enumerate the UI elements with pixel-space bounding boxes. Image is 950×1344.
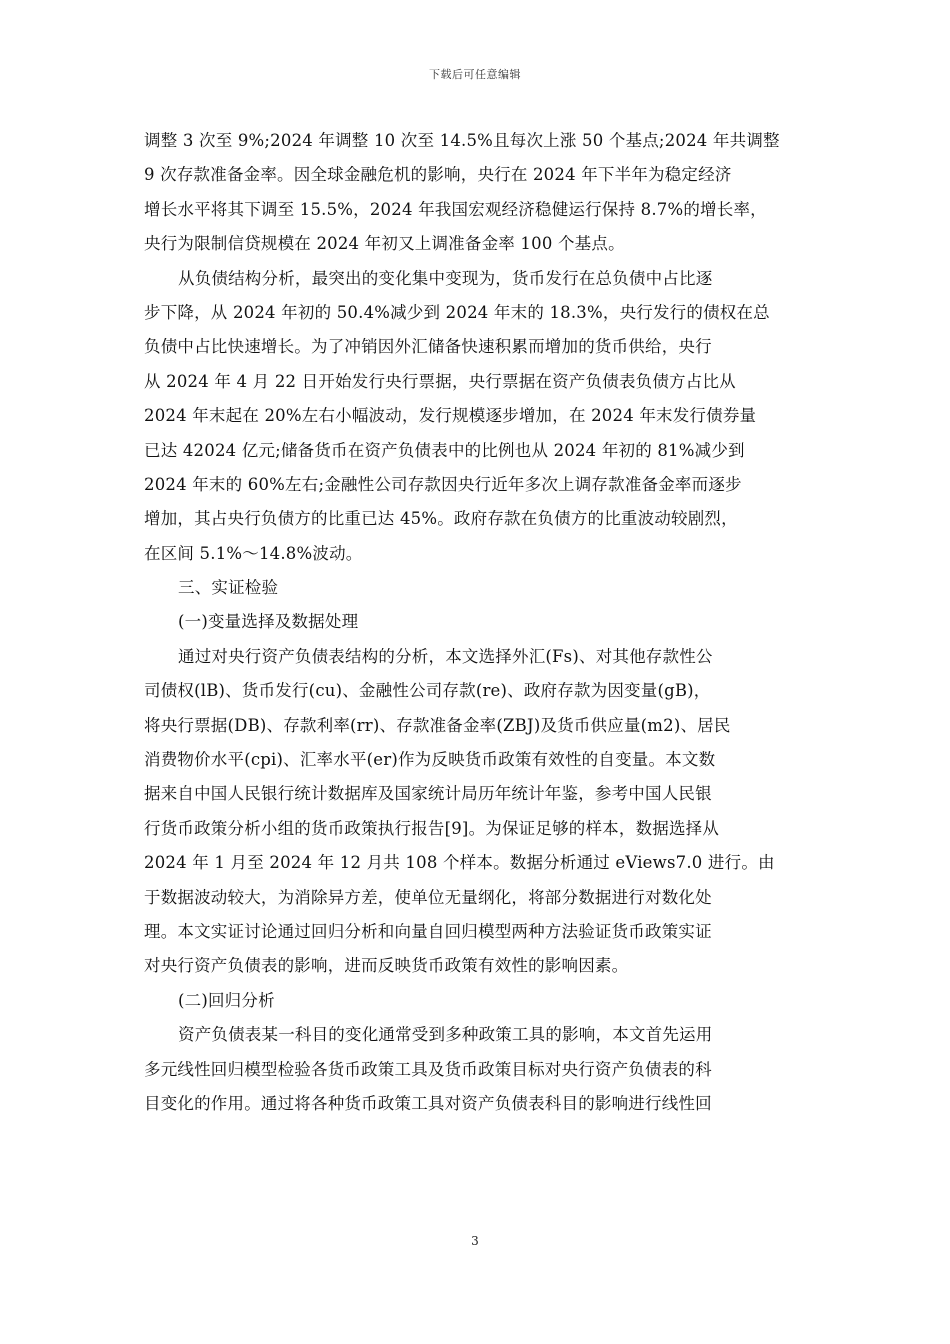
text-line: 资产负债表某一科目的变化通常受到多种政策工具的影响，本文首先运用 (178, 1025, 713, 1045)
text-line: 据来自中国人民银行统计数据库及国家统计局历年统计年鉴，参考中国人民银 (144, 784, 712, 804)
document-body (144, 124, 808, 1121)
subsection-heading: (一)变量选择及数据处理 (178, 612, 359, 632)
text-line: 目变化的作用。通过将各种货币政策工具对资产负债表科目的影响进行线性回 (144, 1093, 712, 1113)
text-line: 央行为限制信贷规模在 2024 年初又上调准备金率 100 个基点。 (144, 234, 625, 254)
text-line: 已达 42024 亿元;储备货币在资产负债表中的比例也从 2024 年初的 81%减少到 (144, 440, 745, 460)
subsection-heading: (二)回归分析 (178, 990, 275, 1010)
text-line: 2024 年 1 月至 2024 年 12 月共 108 个样本。数据分析通过 eViews7.0 进行。由 (144, 853, 775, 873)
text-line: 行货币政策分析小组的货币政策执行报告[9]。为保证足够的样本，数据选择从 (144, 818, 720, 838)
text-line: 理。本文实证讨论通过回归分析和向量自回归模型两种方法验证货币政策实证 (144, 921, 712, 941)
text-line: 从负债结构分析，最突出的变化集中变现为，货币发行在总负债中占比逐 (178, 268, 713, 288)
text-line: 多元线性回归模型检验各货币政策工具及货币政策目标对央行资产负债表的科 (144, 1059, 712, 1079)
page-header: 下载后可任意编辑 (429, 68, 521, 81)
text-line: 增长水平将其下调至 15.5%，2024 年我国宏观经济稳健运行保持 8.7%的增长率， (144, 199, 767, 219)
text-line: 2024 年末起在 20%左右小幅波动，发行规模逐步增加，在 2024 年末发行债券量 (144, 406, 757, 426)
text-line: 调整 3 次至 9%;2024 年调整 10 次至 14.5%且每次上涨 50 个基点;2024 年共调整 (144, 131, 780, 150)
text-line: 在区间 5.1%～14.8%波动。 (144, 543, 363, 563)
text-line: 将央行票据(DB)、存款利率(rr)、存款准备金率(ZBJ)及货币供应量(m2)、居民 (144, 715, 731, 735)
page-number: 3 (471, 1234, 479, 1248)
text-line: 步下降，从 2024 年初的 50.4%减少到 2024 年末的 18.3%，央行发行的债权在总 (144, 302, 770, 322)
section-heading: 三、实证检验 (178, 578, 279, 598)
text-line: 9 次存款准备金率。因全球金融危机的影响，央行在 2024 年下半年为稳定经济 (144, 165, 732, 185)
text-line: 司债权(lB)、货币发行(cu)、金融性公司存款(re)、政府存款为因变量(gB)， (144, 681, 711, 701)
text-line: 通过对央行资产负债表结构的分析，本文选择外汇(Fs)、对其他存款性公 (178, 646, 713, 666)
text-line: 对央行资产负债表的影响，进而反映货币政策有效性的影响因素。 (144, 956, 629, 976)
text-line: 于数据波动较大，为消除异方差，使单位无量纲化，将部分数据进行对数化处 (144, 887, 712, 907)
text-line: 2024 年末的 60%左右;金融性公司存款因央行近年多次上调存款准备金率而逐步 (144, 474, 742, 494)
text-line: 消费物价水平(cpi)、汇率水平(er)作为反映货币政策有效性的自变量。本文数 (144, 750, 716, 770)
text-line: 增加，其占央行负债方的比重已达 45%。政府存款在负债方的比重波动较剧烈， (144, 509, 738, 529)
text-line: 负债中占比快速增长。为了冲销因外汇储备快速积累而增加的货币供给，央行 (144, 337, 712, 357)
text-line: 从 2024 年 4 月 22 日开始发行央行票据，央行票据在资产负债表负债方占比从 (144, 371, 736, 391)
